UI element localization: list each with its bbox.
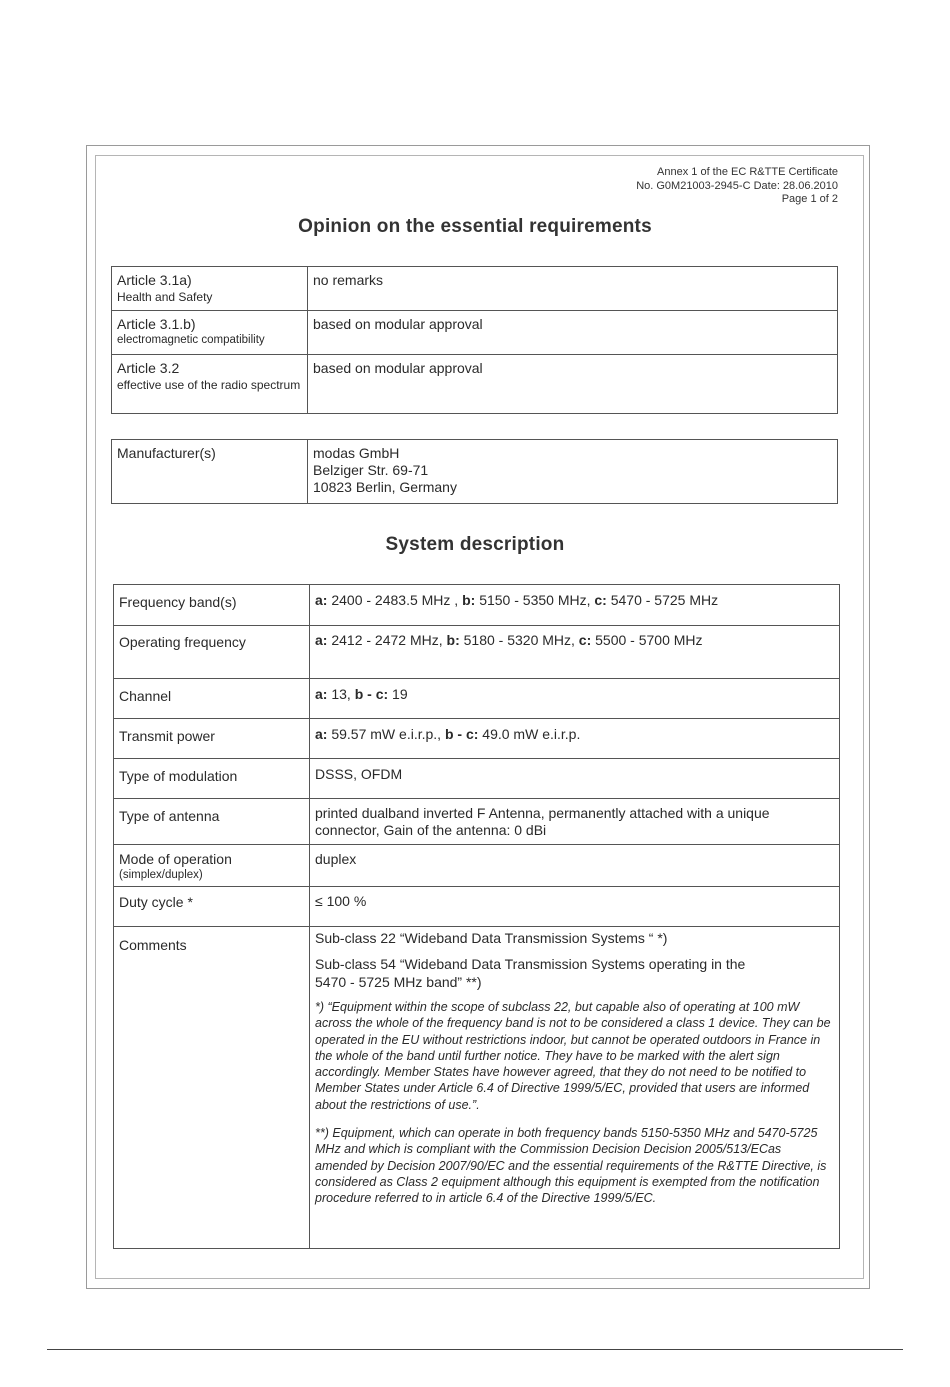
- article-label: Article 3.1.b): [117, 316, 196, 332]
- operating-frequency-value: a: 2412 - 2472 MHz, b: 5180 - 5320 MHz, c: 5500 - 5700 MHz: [310, 626, 840, 679]
- comment-note-subclass-54: **) Equipment, which can operate in both frequency bands 5150-5350 MHz and 5470-5725 MHz and which is compliant with the Commission Decision Decision 2005/513/ECas amended by Decision 2007/90/EC and the essential requirements of the R&TTE Directive, is considered as Class 2 equipment although this equipment is exempted from the notification procedure referred to in article 6.4 of the Directive 1999/5/EC.: [315, 1126, 827, 1206]
- transmit-power-value: a: 59.57 mW e.i.r.p., b - c: 49.0 mW e.i.r.p.: [310, 719, 840, 759]
- article-description: Health and Safety: [117, 290, 213, 304]
- header-line-number-date: No. G0M21003-2945-C Date: 28.06.2010: [636, 179, 838, 192]
- article-label: Article 3.1a): [117, 272, 192, 288]
- table-row: [114, 927, 840, 1249]
- manufacturer-label: Manufacturer(s): [112, 440, 308, 504]
- opinion-title: Opinion on the essential requirements: [298, 216, 652, 237]
- header-line-annex: Annex 1 of the EC R&TTE Certificate: [657, 166, 838, 178]
- modulation-label: Type of modulation: [114, 759, 310, 799]
- article-description: effective use of the radio spectrum: [117, 378, 301, 392]
- article-cell: [112, 267, 308, 311]
- table-row: [112, 355, 838, 414]
- table-row: [114, 759, 840, 799]
- article-value: no remarks: [308, 267, 838, 311]
- table-row: [114, 585, 840, 626]
- table-row: [112, 440, 838, 504]
- duty-cycle-value: ≤ 100 %: [310, 887, 840, 927]
- comment-note-subclass-22: *) “Equipment within the scope of subclass 22, but capable also of operating at 100 mW across the whole of the frequency band is not to be considered a class 1 device. They can be operated in the EU without restrictions indoor, but cannot be operated outdoors in France in the whole of the band until further notice. They have to be marked with the alert sign accordingly. Member States have however agreed, that they do not need to be notified to Member States under Article 6.4 of Directive 1999/5/EC, provided that users are informed about the restrictions of use.”.: [315, 1000, 831, 1112]
- modulation-value: DSSS, OFDM: [310, 759, 840, 799]
- opinion-table: [111, 266, 838, 414]
- manufacturer-name: modas GmbH: [313, 445, 400, 461]
- mode-cell: [114, 845, 310, 887]
- mode-label: Mode of operation: [119, 851, 232, 867]
- comment-subclass-22: Sub-class 22 “Wideband Data Transmission Systems “ *): [315, 930, 668, 946]
- article-value: based on modular approval: [308, 311, 838, 355]
- table-row: [114, 845, 840, 887]
- table-row: [114, 719, 840, 759]
- antenna-value: printed dualband inverted F Antenna, permanently attached with a unique connector, Gain of the antenna: 0 dBi: [310, 799, 840, 845]
- system-description-table: [113, 584, 840, 1249]
- manufacturer-street: Belziger Str. 69-71: [313, 462, 429, 478]
- channel-label: Channel: [114, 679, 310, 719]
- table-row: [114, 799, 840, 845]
- manufacturer-city: 10823 Berlin, Germany: [313, 479, 457, 495]
- comments-label: Comments: [114, 927, 310, 1249]
- operating-frequency-label: Operating frequency: [114, 626, 310, 679]
- frequency-band-value: a: 2400 - 2483.5 MHz , b: 5150 - 5350 MHz, c: 5470 - 5725 MHz: [310, 585, 840, 626]
- article-cell: [112, 355, 308, 414]
- certificate-header-note: [636, 166, 838, 207]
- article-description: electromagnetic compatibility: [117, 334, 265, 346]
- mode-value: duplex: [310, 845, 840, 887]
- frequency-band-label: Frequency band(s): [114, 585, 310, 626]
- table-row: [112, 311, 838, 355]
- comments-value: [310, 927, 840, 1249]
- antenna-label: Type of antenna: [114, 799, 310, 845]
- channel-value: a: 13, b - c: 19: [310, 679, 840, 719]
- duty-cycle-label: Duty cycle *: [114, 887, 310, 927]
- article-cell: [112, 311, 308, 355]
- mode-sublabel: (simplex/duplex): [119, 869, 203, 881]
- system-description-title: System description: [385, 534, 565, 555]
- table-row: [114, 887, 840, 927]
- header-line-page: Page 1 of 2: [781, 193, 838, 205]
- table-row: [114, 626, 840, 679]
- article-label: Article 3.2: [117, 360, 180, 376]
- article-value: based on modular approval: [308, 355, 838, 414]
- table-row: [114, 679, 840, 719]
- table-row: [112, 267, 838, 311]
- page-bottom-rule: [47, 1349, 903, 1350]
- comment-subclass-54: Sub-class 54 “Wideband Data Transmission Systems operating in the 5470 - 5725 MHz band” **): [315, 956, 746, 990]
- manufacturer-table: [111, 439, 838, 504]
- manufacturer-address: [308, 440, 838, 504]
- transmit-power-label: Transmit power: [114, 719, 310, 759]
